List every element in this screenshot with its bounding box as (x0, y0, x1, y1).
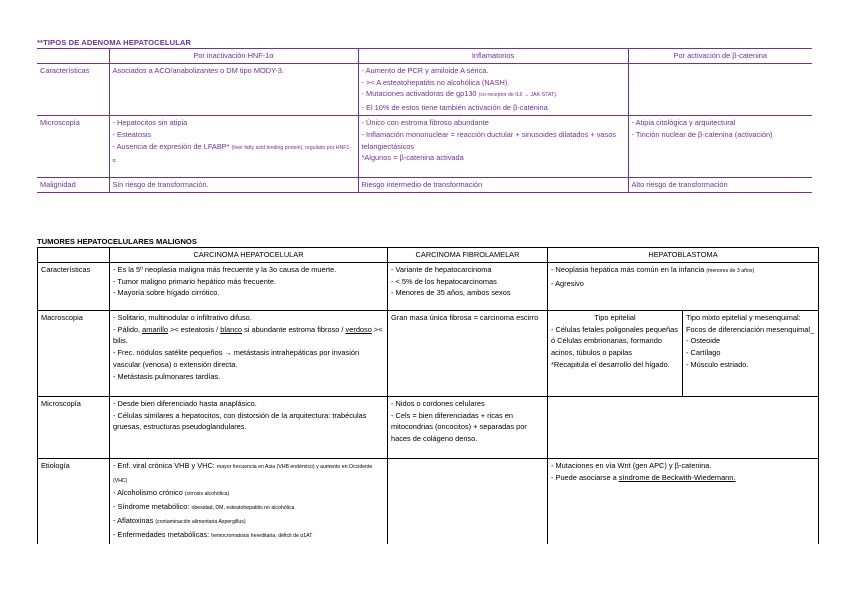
malignant-tumors-table (37, 247, 819, 544)
t2-header-hepatoblastoma: HEPATOBLASTOMA (548, 248, 819, 263)
t2-cell-fl-macroscopia: Gran masa única fibrosa = carcinoma escirro (388, 310, 548, 396)
t2-cell-fl-microscopia: - Nidos o cordones celulares - Cels = bien diferenciadas + ricas en mitocondrias (oncocitos) + separadas por haces de colágeno denso. (388, 396, 548, 458)
t2-cell-hb-mixto: Tipo mixto epitelial y mesenquimal: Focos de diferenciación mesenquimal_ - Osteoide - Cartílago - Músculo estriado. (683, 310, 819, 396)
t2-cell-hb-etiologia: - Mutaciones en vía Wnt (gen APC) y β-catenina. - Puede asociarse a síndrome de Beckwith-Wiedemann. (548, 458, 819, 543)
cell-hnf1a-malignidad: Sin riesgo de transformación. (109, 177, 358, 192)
t2-cell-hcc-caracteristicas: - Es la 5º neoplasia maligna más frecuente y la 3o causa de muerte. - Tumor maligno primario hepático más frecuente. - Mayoría sobre hígado cirrótico. (110, 262, 388, 310)
t2-row-label-macroscopia: Macroscopia (38, 310, 110, 396)
row-label-malignidad: Malignidad (37, 177, 109, 192)
cell-inflamatorios-microscopia: - Único con estroma fibroso abundante - Inflamación mononuclear = reacción ductular + sinusoides dilatados + vasos telangiectásicos *Algunos = β-catenina activada (358, 115, 628, 177)
header-empty (37, 49, 109, 64)
header-inflamatorios: Inflamatorios (358, 49, 628, 64)
t2-header-hcc: CARCINOMA HEPATOCELULAR (110, 248, 388, 263)
t2-row-label-caracteristicas: Características (38, 262, 110, 310)
malignant-table-title: TUMORES HEPATOCELULARES MALIGNOS (37, 237, 197, 246)
t2-cell-hcc-macroscopia: - Solitario, multinodular o infiltrativo difuso. - Pálido, amarillo >< esteatosis / blanco si abundante estroma fibroso / verdoso >< bilis. - Frec. nódulos satélite pequeños → metástasis intrahepáticas por invasión vascular (venosa) o extensión directa. - Metástasis pulmonares tardías. (110, 310, 388, 396)
t2-cell-hcc-microscopia: - Desde bien diferenciado hasta anaplásico. - Células similares a hepatocitos, con distorsión de la arquitectura: trabéculas gruesas, estructuras pseudoglandulares. (110, 396, 388, 458)
cell-beta-caracteristicas (628, 63, 812, 115)
cell-hnf1a-microscopia: - Hepatocitos sin atipia - Esteatosis - Ausencia de expresión de LFABP* (liver fatty acid binding protein), regulado por HNF1-α. (109, 115, 358, 177)
t2-cell-hcc-etiologia: - Enf. viral crónica VHB y VHC: mayor frecuencia en Asia (VHB endémico) y aumento en Occidente (VHC) - Alcoholismo crónico (cirrosis alcohólica) - Síndrome metabólico: obesidad, DM, esteatohepatitis no alcohólica - Aflatoxinas (contaminación alimentaria Aspergillus) - Enfermedades metabólicas: hemocromatosis hereditaria, déficit de α1AT (110, 458, 388, 543)
t2-cell-hb-caracteristicas: - Neoplasia hepática más común en la infancia (menores de 3 años) - Agresivo (548, 262, 819, 310)
t2-cell-fl-caracteristicas: - Variante de hepatocarcinoma - < 5% de los hepatocarcinomas - Menores de 35 años, ambos sexos (388, 262, 548, 310)
cell-beta-microscopia: - Atipia citológica y arquitectural - Tinción nuclear de β-catenina (activación) (628, 115, 812, 177)
t2-header-empty (38, 248, 110, 263)
header-hnf1a: Por inactivación HNF-1α (109, 49, 358, 64)
header-beta-catenina: Por activación de β-catenina (628, 49, 812, 64)
cell-beta-malignidad: Alto riesgo de transformación (628, 177, 812, 192)
t2-row-label-microscopia: Microscopía (38, 396, 110, 458)
adenoma-table-title: **TIPOS DE ADENOMA HEPATOCELULAR (37, 38, 192, 47)
row-label-microscopia: Microscopía (37, 115, 109, 177)
t2-cell-hb-microscopia (548, 396, 819, 458)
t2-row-label-etiologia: Etiología (38, 458, 110, 543)
t2-cell-hb-epitelial: Tipo epitelial - Células fetales poligonales pequeñas ó Células embrionarias, formando acinos, túbulos o papilas *Recapitula el desarrollo del hígado. (548, 310, 683, 396)
row-label-caracteristicas: Características (37, 63, 109, 115)
t2-header-fibrolamelar: CARCINOMA FIBROLAMELAR (388, 248, 548, 263)
cell-inflamatorios-caracteristicas: - Aumento de PCR y amiloide A sérica. - >< A esteatohepatitis no alcohólica (NASH). - Mutaciones activadoras de gp130 (co-receptor de IL6 → JAK-STAT). - El 10% de estos tiene también activación de β-catenina (358, 63, 628, 115)
adenoma-types-table (37, 48, 812, 193)
cell-inflamatorios-malignidad: Riesgo intermedio de transformación (358, 177, 628, 192)
t2-cell-fl-etiologia (388, 458, 548, 543)
cell-hnf1a-caracteristicas: Asociados a ACO/anabolizantes o DM tipo MODY-3. (109, 63, 358, 115)
